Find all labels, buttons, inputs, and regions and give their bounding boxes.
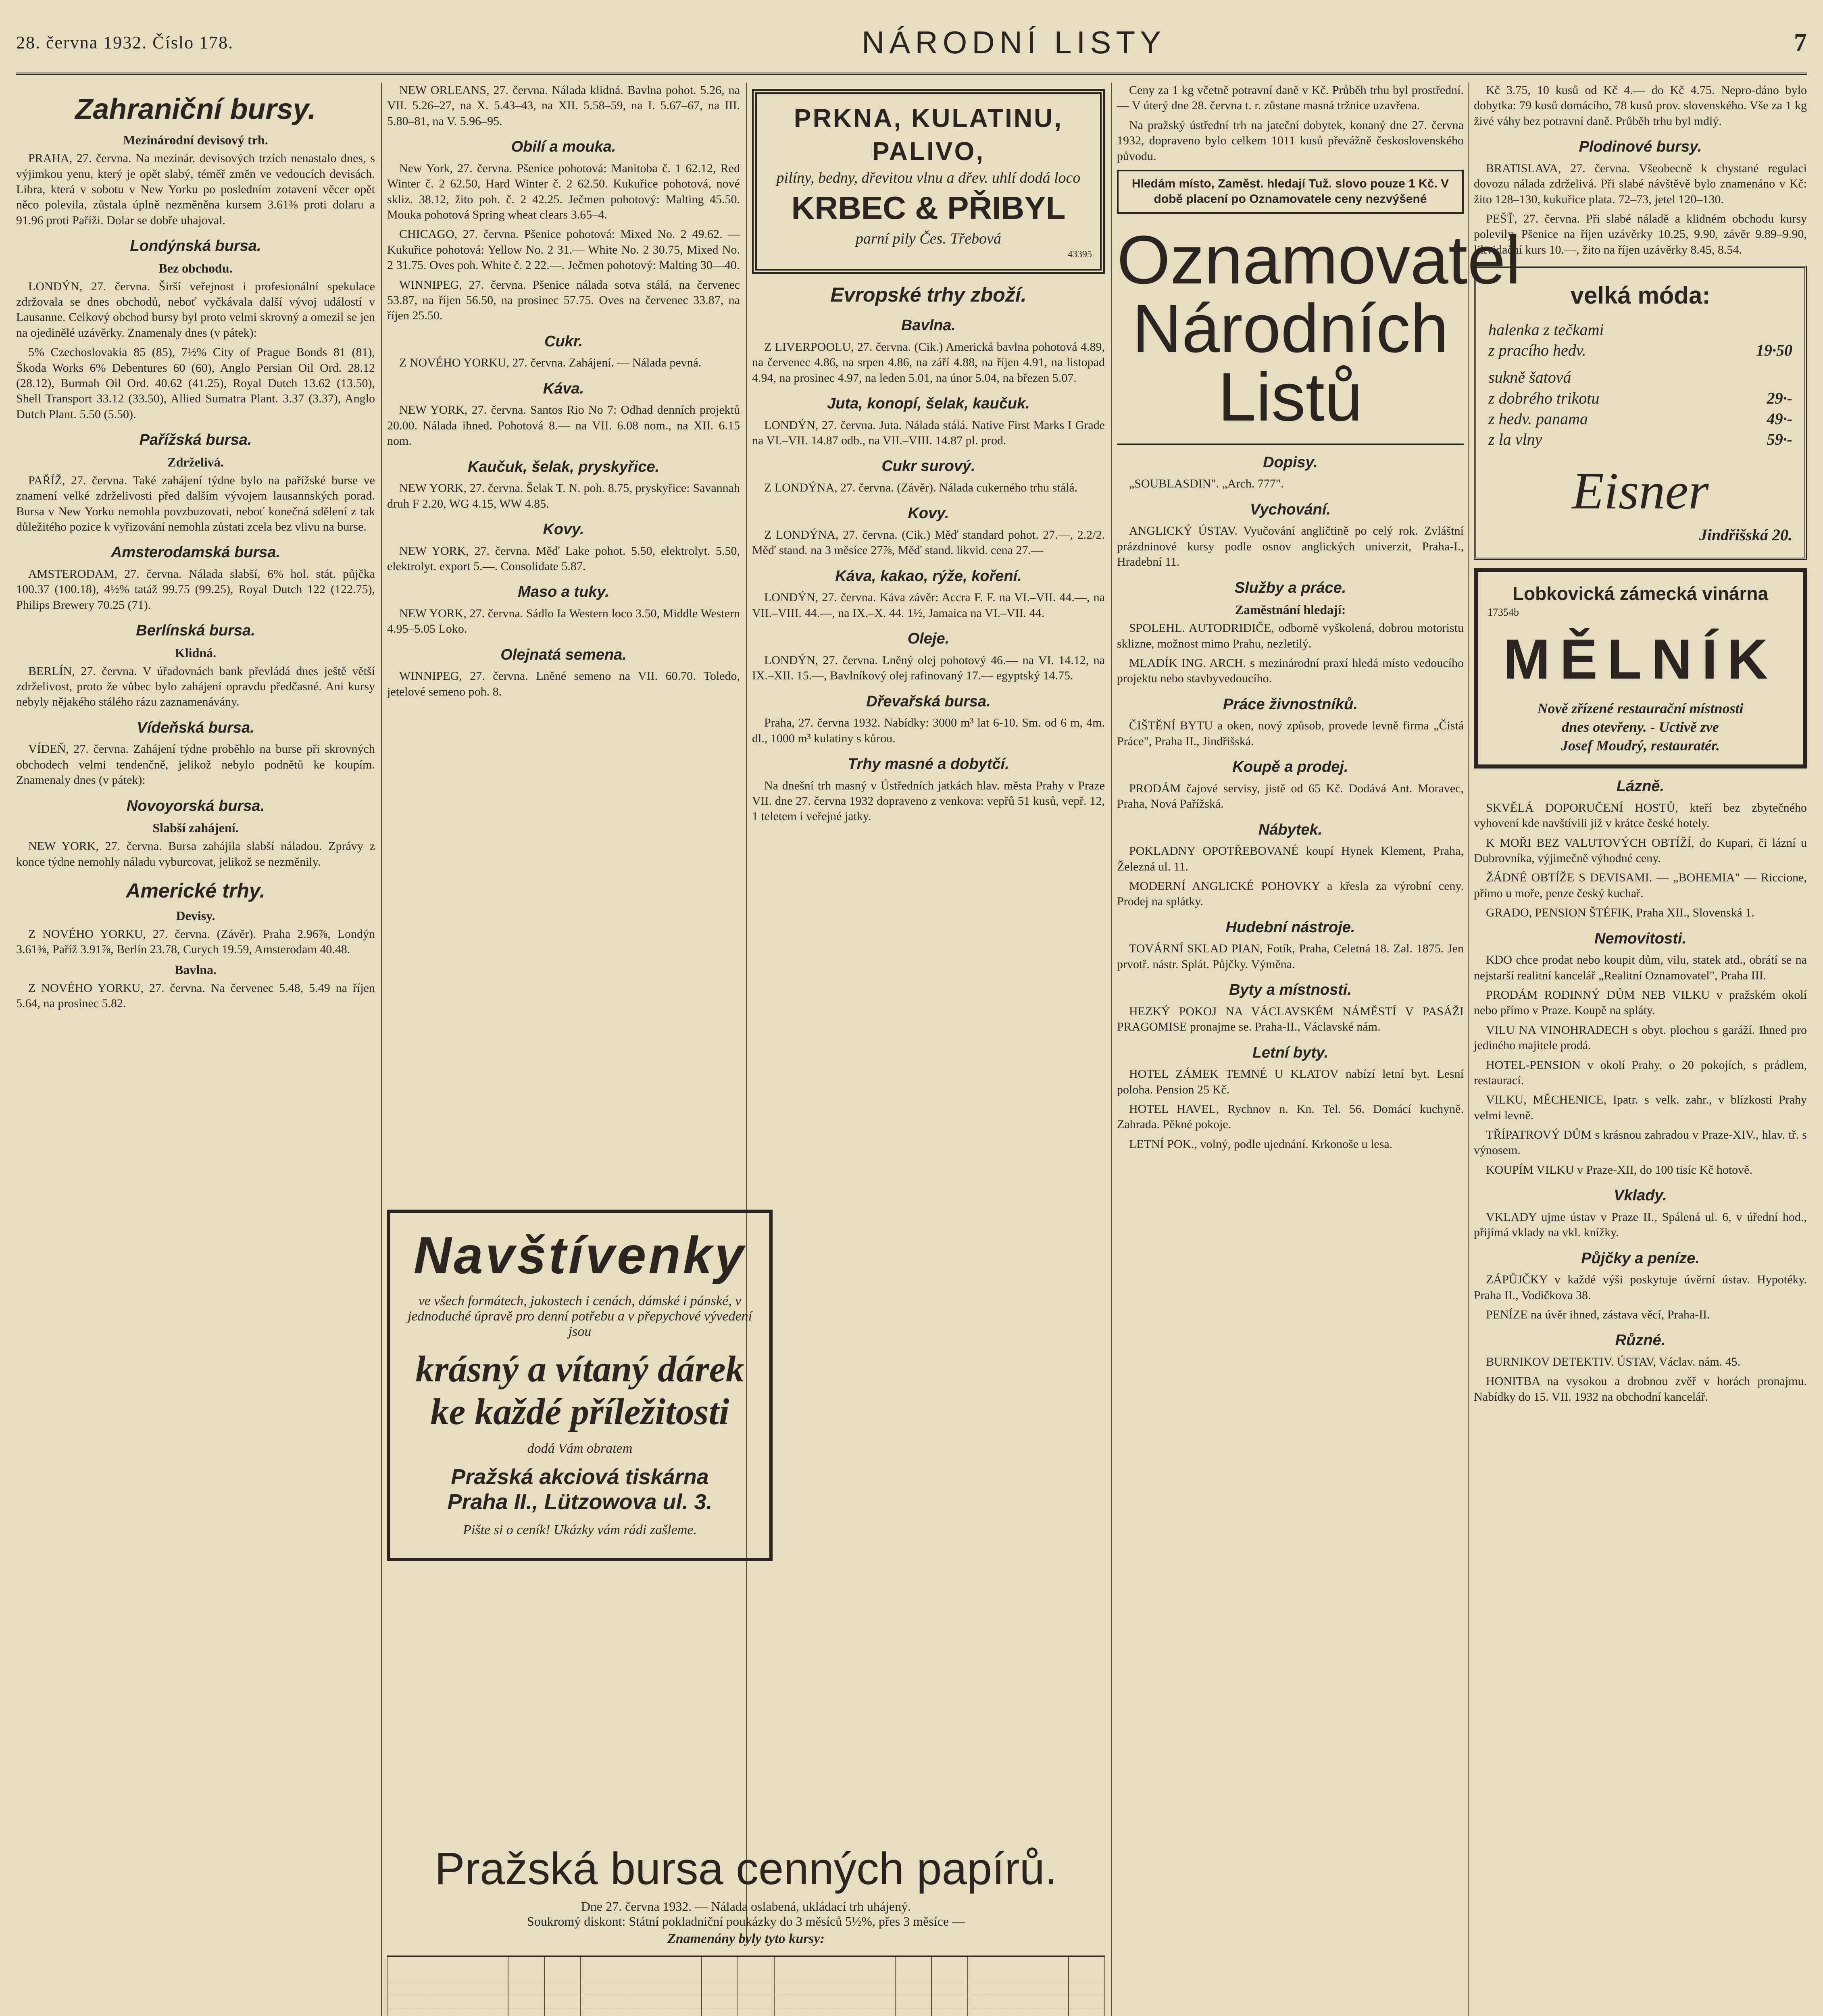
classified-item: PENÍZE na úvěr ihned, zástava věcí, Praha-II. — [1486, 1308, 1710, 1322]
article-text: WINNIPEG, 27. června. Lněné semeno na VII. 60.70. Toledo, jetelové semeno poh. 8. — [387, 669, 740, 698]
classified-heading: Dopisy. — [1263, 454, 1318, 471]
article-text: PRAHA, 27. června. Na mezinár. devisových trzích nenastalo dnes, s výjimkou yenu, který je opět slabý, téměř změn ve vedoucích devisách. Libra, která v sobotu v New Yorku po posledním zotavení věcer opět něco polevila, zůstala úplně nezměněna kursem 3.61⅜ proti dolaru a 91.96 proti Paříži. Dolar se dobře uhajoval. — [16, 152, 375, 227]
article-text: LONDÝN, 27. června. Širší veřejnost i profesionální spekulace zdržovala se dnes obchodů, neboť vyčkávala další vývoj událostí v Lausanne. Celkový obchod bursy byl proto velmi skrovný a omezil se jen na ojedinělé uzávěrky. Znamenaly dnes (v pátek): — [16, 279, 375, 339]
article-text: CHICAGO, 27. června. Pšenice pohotová: Mixed No. 2 49.62. — Kukuřice pohotová: Yellow No. 2 31.— White No. 2 30.75, Mixed No. 2 31.75. Oves poh. White č. 2 22.—. Ječmen pohotový: Malting 30—40. — [387, 227, 740, 272]
section-title: Evropské trhy zboží. — [830, 283, 1027, 306]
oznamovatel-header — [1117, 221, 1521, 435]
paper-name: NÁRODNÍ LISTY — [862, 24, 1166, 60]
subheading: Káva, kakao, rýže, koření. — [835, 567, 1022, 585]
stock-exchange-subtitle — [387, 1899, 1105, 1929]
article-text: NEW YORK, 27. června. Sádlo Ia Western loco 3.50, Middle Western 4.95–5.05 Loko. — [387, 606, 740, 636]
column-rule — [746, 83, 747, 1943]
classified-item: VKLADY ujme ústav v Praze II., Spálená ul. 6, v úřední hod., přijímá vklady na vkl. knížky. — [1474, 1210, 1807, 1239]
subheading: Maso a tuky. — [518, 583, 609, 601]
classified-item: ŽÁDNÉ OBTÍŽE S DEVISAMI. — „BOHEMIA" — Riccione, přímo u moře, penze český kuchař. — [1474, 871, 1807, 900]
classified-item: KDO chce prodat nebo koupit dům, vilu, statek atd., obrátí se na nejstarší realitní kancelář „Realitní Oznamovatel", Praha III. — [1474, 953, 1807, 982]
subheading: Londýnská bursa. — [130, 237, 261, 255]
ad-slogan: ke každé příležitosti — [430, 1391, 729, 1432]
article-text: Na pražský ústřední trh na jateční dobytek, konaný dne 27. června 1932, dopraveno bylo celkem 1011 kusů převážně československého původu. — [1117, 118, 1464, 163]
subheading: Juta, konopí, šelak, kaučuk. — [827, 395, 1030, 412]
subheading: Novoyorská bursa. — [126, 797, 265, 814]
article-text: NEW ORLEANS, 27. června. Nálada klidná. Bavlna pohot. 5.26, na VII. 5.26–27, na X. 5.43–43, na XII. 5.58–59, na I. 5.67–67, na III. 5.80–81, na V. 5.96–95. — [387, 83, 740, 128]
article-text: WINNIPEG, 27. června. Pšenice nálada sotva stálá, na červenec 53.87, na říjen 56.50, na prosinec 57.75. Oves na červenec 33.87, na říjen 25.50. — [387, 278, 740, 323]
article-text: Kč 3.75, 10 kusů od Kč 4.— do Kč 4.75. Nepro-dáno bylo dobytka: 79 kusů domácího, 78 kusů prov. slovenského. Vše za 1 kg živé váhy bez potravní daně. Průběh trhu byl mdlý. — [1474, 83, 1807, 128]
subheading: Olejnatá semena. — [500, 646, 627, 663]
classified-item: POKLADNY OPOTŘEBOVANÉ koupí Hynek Klement, Praha, Železná ul. 11. — [1117, 844, 1464, 873]
classified-heading: Různé. — [1615, 1332, 1666, 1349]
article-text: BRATISLAVA, 27. června. Všeobecně k chystané regulaci dovozu nálada zdrželivá. Při slabé návštěvě bylo znamenáno v Kč: žito 128–130, kukuřice plata. 72–73, jetel 120–130. — [1474, 161, 1807, 206]
article-text: Z LONDÝNA, 27. června. (Závěr). Nálada cukerného trhu stálá. — [764, 481, 1078, 494]
classified-item: KOUPÍM VILKU v Praze-XII, do 100 tisíc Kč hotově. — [1486, 1163, 1752, 1177]
classified-item: LETNÍ POK., volný, podle ujednání. Krkonoše u lesa. — [1129, 1137, 1393, 1151]
classified-heading: Koupě a prodej. — [1232, 758, 1348, 776]
price: 59·- — [1767, 430, 1792, 448]
ad-address: Praha II., Lützowova ul. 3. — [447, 1490, 713, 1514]
notice-text: Hledám místo, Zaměst. hledají Tuž. slovo pouze 1 Kč. V době placení po Oznamovatele ceny nezvýšené — [1131, 177, 1449, 206]
classified-item: TŘÍPATROVÝ DŮM s krásnou zahradou v Praze-XIV., hlav. tř. s výnosem. — [1474, 1128, 1807, 1157]
subheading: Cukr surový. — [881, 458, 975, 475]
article-text: Z NOVÉHO YORKU, 27. června. Na červenec 5.48, 5.49 na říjen 5.64, na prosinec 5.82. — [16, 981, 375, 1010]
classified-heading: Letní byty. — [1252, 1044, 1329, 1061]
article-text: New York, 27. června. Pšenice pohotová: Manitoba č. 1 62.12, Red Winter č. 2 62.50, Hard Winter č. 2 62.50. Kukuřice pohotová, nové skliz. 38.12, žito poh. č. 2 42.25. Ječmen pohotový: Malting 45.50. Mouka pohotová Spring wheat clears 3.65–4. — [387, 161, 740, 221]
subheading: Kovy. — [908, 505, 949, 522]
subheading: Oleje. — [907, 630, 950, 648]
article-text: Z LIVERPOOLU, 27. června. (Cik.) Americká bavlna pohotová 4.89, na červenec 4.86, na srpen 4.86, na září 4.88, na říjen 4.91, na listopad 4.94, na prosinec 4.97, na leden 5.01, na únor 5.04, na březen 5.07. — [752, 340, 1105, 385]
classified-item: PRODÁM RODINNÝ DŮM NEB VILKU v pražském okolí nebo přímo v Praze. Koupě na spláty. — [1474, 988, 1807, 1017]
page-number: 7 — [1794, 28, 1807, 56]
classified-item: SPOLEHL. AUTODRIDIČE, odborně vyškolená, dobrou motoristu sklizne, možnost mimo Prahu, nezletilý. — [1117, 621, 1464, 650]
ad-body: pilíny, bedny, dřevitou vlnu a dřev. uhlí dodá loco — [776, 169, 1081, 186]
classified-item: HOTEL ZÁMEK TEMNÉ U KLATOV nabízí letní byt. Lesní poloha. Pension 25 Kč. — [1117, 1067, 1464, 1096]
ad-note: Pište si o ceník! Ukázky vám rádi zašleme. — [463, 1522, 697, 1537]
stock-exchange-title: Pražská bursa cenných papírů. — [435, 1843, 1057, 1894]
subheading: Mezinárodní devisový trh. — [123, 133, 268, 148]
article-text: Praha, 27. června 1932. Nabídky: 3000 m³ lat 6-10. Sm. od 6 m, 4m. dl., 1000 m³ kulatiny s kůrou. — [752, 716, 1105, 745]
ad-title: PRKNA, KULATINU, PALIVO, — [794, 104, 1063, 166]
classified-item: VILKU, MĚCHENICE, Ipatr. s velk. zahr., v blízkosti Prahy velmi levně. — [1474, 1093, 1807, 1122]
ad-code: 17354b — [1488, 606, 1519, 618]
date-issue: 28. června 1932. Číslo 178. — [16, 32, 234, 52]
subheading: Kaučuk, šelak, pryskyřice. — [467, 458, 660, 475]
ad-address: Jindřišská 20. — [1699, 526, 1792, 544]
classified-heading: Byty a místnosti. — [1229, 981, 1352, 999]
subheading: Kovy. — [543, 521, 584, 538]
classified-item: GRADO, PENSION ŠTÉFIK, Praha XII., Slovenská 1. — [1486, 906, 1754, 920]
classified-item: PRODÁM čajové servisy, jistě od 65 Kč. Dodává Ant. Moravec, Praha, Nová Pařížská. — [1117, 781, 1464, 811]
column-5 — [1474, 83, 1807, 2016]
subheading: Obilí a mouka. — [511, 138, 616, 156]
article-text: 5% Czechoslovakia 85 (85), 7½% City of Prague Bonds 81 (81), Škoda Works 6% Debentures 60 (60), Anglo Persian Oil Ord. 28.12 (28.12), Burmah Oil Ord. 40.62 (41.25), Royal Dutch 13.62 (13.50), Shell Transport 33.12 (33.50), Allied Sumatra Plant. 3.37 (3.37), Anglo Dutch Plant. 5.50 (5.50). — [16, 346, 375, 421]
ad-krbec — [752, 89, 1105, 274]
article-text: Z NOVÉHO YORKU, 27. června. (Závěr). Praha 2.96⅞, Londýn 3.61⅜, Paříž 3.91⅞, Berlín 23.78, Curych 19.59, Amsterodam 40.48. — [16, 927, 375, 956]
classified-heading: Hudební nástroje. — [1225, 918, 1355, 936]
divider — [1117, 444, 1464, 445]
subheading: Trhy masné a dobytčí. — [848, 756, 1009, 773]
classified-item: MLADÍK ING. ARCH. s mezinárodní praxí hledá místo vedoucího projektu nebo stavbyvedoucího. — [1117, 656, 1464, 685]
classified-item: K MOŘI BEZ VALUTOVÝCH OBTÍŽÍ, do Kupari, či lázní u Dubrovníka, výjimečně výhodné ceny. — [1474, 836, 1807, 865]
product-desc: z pracího hedv. — [1488, 341, 1586, 360]
classified-item: „SOUBLASDIN". „Arch. 777". — [1129, 477, 1284, 491]
subheading: Slabší zahájení. — [152, 821, 239, 835]
classified-item: BURNIKOV DETEKTIV. ÚSTAV, Václav. nám. 45. — [1486, 1355, 1741, 1369]
article-text: PEŠŤ, 27. června. Při slabé náladě a klidném obchodu kursy polevily. Pšenice na říjen uzávěrky 10.25, 9.90, závěr 9.89–9.90, likvidační kurs 10.—, žito na říjen uzávěrky 8.45, 8.54. — [1474, 212, 1807, 256]
article-text: NEW YORK, 27. června. Měď Lake pohot. 5.50, elektrolyt. 5.50, elektrolyt. export 5.—. Consolidate 5.87. — [387, 544, 740, 573]
classified-item: TOVÁRNÍ SKLAD PIAN, Fotík, Praha, Celetná 18. Zal. 1875. Jen prvotř. nástr. Splát. Půjčky. Výměna. — [1117, 942, 1464, 971]
oznamovatel-title: Oznamovatel — [1117, 221, 1521, 298]
classified-heading: Vychování. — [1250, 501, 1331, 518]
classified-item: ANGLICKÝ ÚSTAV. Vyučování angličtině po celý rok. Zvláštní prázdninové kursy podle osnov anglických univerzit, Praha-I., Hradební 11. — [1117, 524, 1464, 569]
article-text: BERLÍN, 27. června. V úřadovnách bank převládá dnes ještě větší zdrželivost, proto že vůbec bylo zahájení opravdu předčasné. Ani kursy nebyly nějakého stálého rázu zaznamenávány. — [16, 664, 375, 709]
subheading: Bavlna. — [901, 317, 956, 334]
ad-fashion — [1474, 266, 1807, 560]
stock-table-lines — [387, 1957, 1105, 2016]
article-text: Z NOVÉHO YORKU, 27. června. Zahájení. — Nálada pevná. — [399, 356, 702, 370]
column-rule — [1468, 83, 1469, 2016]
ad-address: Pražská akciová tiskárna — [451, 1465, 709, 1489]
column-rule — [1111, 83, 1112, 2016]
article-text: Na dnešní trh masný v Ústředních jatkách hlav. města Prahy v Praze VII. dne 27. června 1932 dopraveno z venkova: vepřů 51 kusů, vepř. 12, 1 teletem i veřejné jatky. — [752, 779, 1105, 823]
oznamovatel-subtitle: Národních Listů — [1132, 290, 1449, 435]
classified-heading: Nábytek. — [1258, 821, 1323, 838]
brand-logo: Eisner — [1572, 462, 1709, 521]
classified-heading: Nemovitosti. — [1594, 930, 1687, 947]
article-text: NEW YORK, 27. června. Šelak T. N. poh. 8.75, pryskyřice: Savannah druh F 2.20, WG 4.15, WW 4.85. — [387, 481, 740, 510]
stock-table — [387, 1956, 1105, 2016]
section-title: Zahraniční bursy. — [75, 93, 316, 125]
ad-body: ve všech formátech, jakostech i cenách, dámské i pánské, v jednoduché úpravě pro denní potřebu a v přepychové vývedení jsou — [407, 1293, 752, 1339]
article-text: Ceny za 1 kg včetně potravní daně v Kč. Průběh trhu byl prostřední. — V úterý dne 28. června t. r. zůstane masná tržnice uzavřena. — [1117, 83, 1464, 112]
classified-heading: Práce živnostníků. — [1223, 696, 1358, 713]
stock-exchange-caption: Znamenány byly tyto kursy: — [667, 1931, 825, 1946]
classified-item: HEZKÝ POKOJ NA VÁCLAVSKÉM NÁMĚSTÍ V PASÁŽI PRAGOMISE pronajme se. Praha-II., Václavské nám. — [1117, 1004, 1464, 1034]
column-3 — [752, 83, 1105, 1931]
subheading: Plodinové bursy. — [1579, 138, 1702, 156]
column-1 — [16, 83, 375, 2016]
ad-title: Navštívenky — [413, 1226, 746, 1285]
ad-body: Nově zřízené restaurační místnosti — [1537, 700, 1744, 716]
ad-body: Josef Moudrý, restauratér. — [1560, 737, 1720, 754]
subheading: Zdrželivá. — [167, 454, 224, 469]
product-name: sukně šatová — [1488, 368, 1571, 387]
price: 49·- — [1767, 409, 1792, 428]
ad-slogan: krásný a vítaný dárek — [415, 1348, 744, 1389]
ad-company: KRBEC & PŘIBYL — [791, 190, 1066, 226]
subheading: Vídeňská bursa. — [137, 719, 254, 736]
article-text: NEW YORK, 27. června. Bursa zahájila slabší náladou. Zprávy z konce týdne nemohly náladu vyburcovat, jelikož se nezměnily. — [16, 839, 375, 868]
ad-name: MĚLNÍK — [1503, 627, 1778, 691]
section-title: Americké trhy. — [126, 879, 265, 902]
price: 29·- — [1767, 389, 1792, 407]
classified-heading: Lázně. — [1616, 778, 1665, 795]
article-text: LONDÝN, 27. června. Lněný olej pohotový 46.— na VI. 14.12, na IX.–XII. 15.—, Bavlníkový olej rafinovaný 17.— egyptský 14.75. — [752, 653, 1105, 683]
product-name: halenka z tečkami — [1488, 320, 1604, 339]
classified-item: HOTEL-PENSION v okolí Prahy, o 20 pokojích, s prádlem, restaurací. — [1474, 1058, 1807, 1087]
classified-item: HOTEL HAVEL, Rychnov n. Kn. Tel. 56. Domácí kuchyně. Zahrada. Pěkné pokoje. — [1117, 1102, 1464, 1131]
ad-title: velká móda: — [1570, 282, 1710, 309]
ad-place: parní pily Čes. Třebová — [856, 230, 1001, 247]
classified-item: SKVĚLÁ DOPORUČENÍ HOSTŮ, kteří bez zbytečného vyhovení kde navštívili již v krátce české hotely. — [1474, 801, 1807, 830]
stock-exchange-subtitle-line: Dne 27. června 1932. — Nálada oslabená, ukládací trh uhájený. — [581, 1899, 911, 1914]
product-desc: z la vlny — [1488, 430, 1542, 448]
classified-item: VILU NA VINOHRADECH s obyt. plochou s garáží. Ihned pro jediného majitele prodá. — [1474, 1023, 1807, 1052]
ad-code: 43395 — [1068, 249, 1092, 260]
subheading: Pařížská bursa. — [139, 431, 252, 449]
classified-heading: Půjčky a peníze. — [1581, 1250, 1700, 1267]
masthead — [16, 12, 1807, 75]
subheading: Bavlna. — [174, 962, 217, 977]
article-text: PAŘÍŽ, 27. června. Také zahájení týdne bylo na pařížské burse ve znamení velké zdrželivosti před dalším vývojem lausannských porad. Bursa v New Yorku nemohla povzbuzovati, neboť konečná sdělení z tak důležitého pozice k vyřizování nemohla zůstati zcela bez vlivu na burse. — [16, 473, 375, 533]
article-text: LONDÝN, 27. června. Káva závěr: Accra F. F. na VI.–VII. 44.—, na VII.–VIII. 44.—, na IX.–X. 44. 1½, Jamaica na VI.–VII. 44. — [752, 591, 1105, 620]
classified-notice-box — [1117, 170, 1464, 214]
stock-exchange-subtitle-line: Soukromý diskont: Státní pokladniční poukázky do 3 měsíců 5½%, přes 3 měsíce — — [527, 1914, 965, 1929]
subheading: Bez obchodu. — [158, 260, 233, 275]
article-text: NEW YORK, 27. června. Santos Rio No 7: Odhad denních projektů 20.00. Nálada ihned. Pohotová 8.— na VII. 6.08 nom., na XII. 6.15 nom. — [387, 403, 740, 448]
article-text: Z LONDÝNA, 27. června. (Cik.) Měď standard pohot. 27.—, 2.2/2. Měď stand. na 3 měsíce 27⅞, Měď stand. likvid. cena 27.— — [752, 528, 1105, 557]
article-text: AMSTERODAM, 27. června. Nálada slabší, 6% hol. stát. půjčka 100.37 (100.18), 4½% tatáž 99.75 (99.25), Royal Dutch 122 (122.75), Philips Brewery 70.25 (71). — [16, 567, 375, 612]
subheading: Káva. — [543, 380, 584, 397]
classified-heading: Služby a práce. — [1234, 579, 1346, 596]
article-text: VÍDEŇ, 27. června. Zahájení týdne proběhlo na burse při skrovných obchodech velmi tendenčně, jelikož nebylo podnětů ke koupím. Znamenaly dnes (v pátek): — [16, 742, 375, 787]
subheading: Klidná. — [175, 645, 217, 660]
ad-body: dnes otevřeny. - Uctivě zve — [1562, 719, 1719, 735]
column-2 — [387, 83, 740, 1197]
subheading: Berlínská bursa. — [136, 622, 255, 639]
subheading: Devisy. — [176, 908, 215, 923]
subheading: Dřevařská bursa. — [866, 693, 991, 710]
ad-navstivenky — [387, 1210, 773, 1561]
product-desc: z dobrého trikotu — [1488, 389, 1600, 407]
article-text: LONDÝN, 27. června. Juta. Nálada stálá. Native First Marks I Grade na VI.–VII. 14.87 odb., na VII.–VIII. 14.87 pl. prod. — [752, 418, 1105, 447]
ad-title: Lobkovická zámecká vinárna — [1512, 583, 1769, 604]
product-desc: z hedv. panama — [1488, 409, 1588, 428]
classified-subheading: Zaměstnání hledají: — [1235, 602, 1346, 617]
column-rule — [381, 83, 382, 2016]
classified-item: HONITBA na vysokou a drobnou zvěř v horách pronajmu. Nabídky do 15. VII. 1932 na obchodní kancelář. — [1474, 1375, 1807, 1404]
classified-item: ZÁPŮJČKY v každé výši poskytuje úvěrní ústav. Hypotéky. Praha II., Vodičkova 38. — [1474, 1273, 1807, 1302]
subheading: Cukr. — [544, 333, 583, 350]
subheading: Amsterodamská bursa. — [110, 544, 281, 561]
classified-item: ČIŠTĚNÍ BYTU a oken, nový způsob, provede levně firma „Čistá Práce", Praha II., Jindřišská. — [1117, 719, 1464, 748]
classified-heading: Vklady. — [1614, 1187, 1667, 1204]
ad-melnik — [1474, 568, 1807, 769]
price: 19·50 — [1756, 341, 1792, 360]
classified-item: MODERNÍ ANGLICKÉ POHOVKY a křesla za výrobní ceny. Prodej na splátky. — [1117, 879, 1464, 908]
ad-body: dodá Vám obratem — [527, 1441, 633, 1456]
